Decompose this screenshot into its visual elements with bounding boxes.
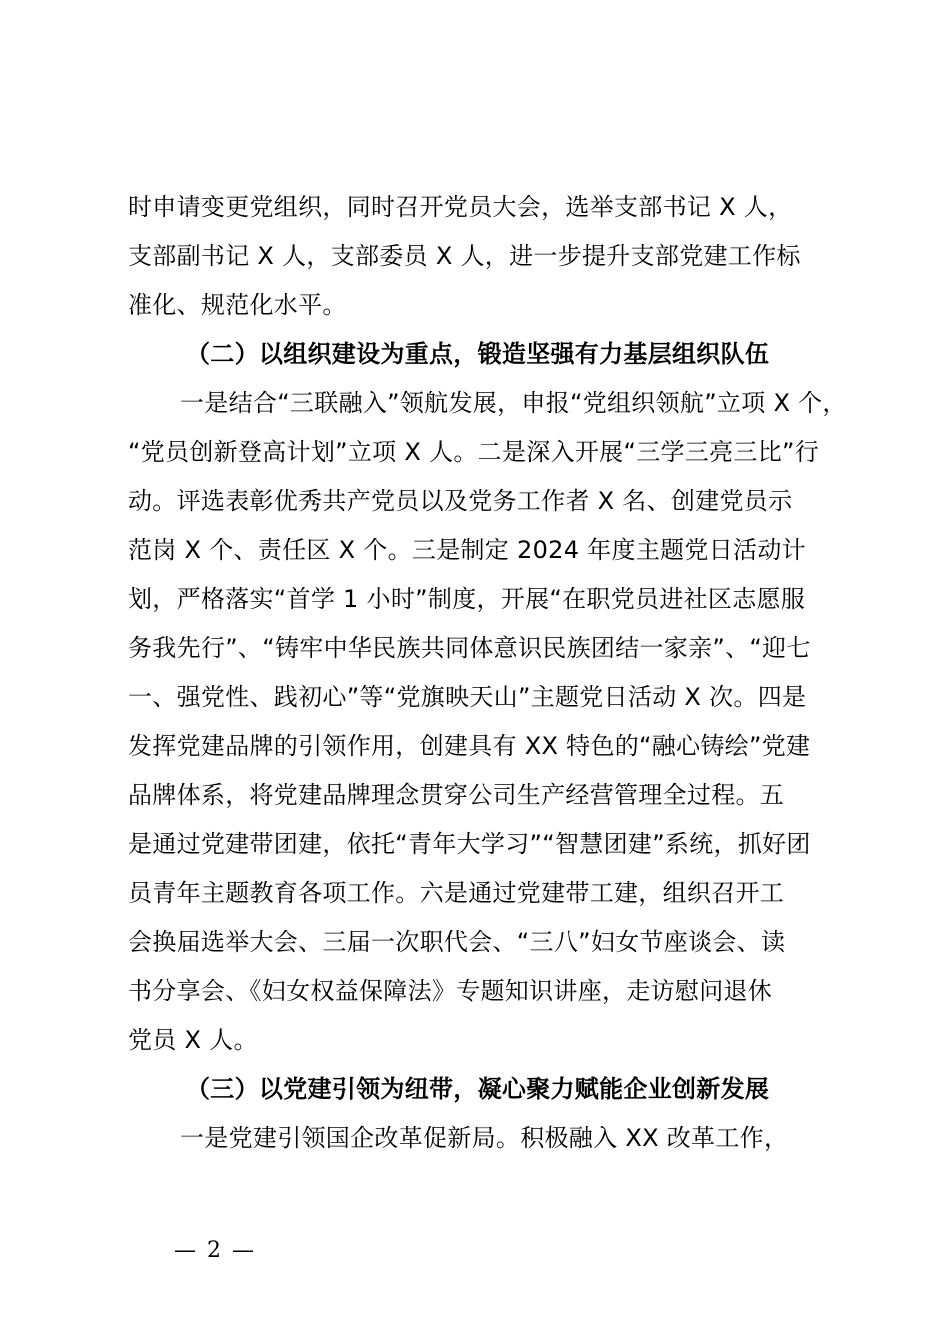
- body-line: 划，严格落实“首学 1 小时”制度，开展“在职党员进社区志愿服: [128, 585, 806, 613]
- body-line: 支部副书记 X 人，支部委员 X 人，进一步提升支部党建工作标: [128, 242, 801, 270]
- body-line: 书分享会、《妇女权益保障法》专题知识讲座，走访慰问退休: [128, 977, 773, 1005]
- body-line: 发挥党建品牌的引领作用，创建具有 XX 特色的“融心铸绘”党建: [128, 732, 811, 760]
- body-line: 动。评选表彰优秀共产党员以及党务工作者 X 名、创建党员示: [128, 487, 793, 515]
- body-line: 时申请变更党组织，同时召开党员大会，选举支部书记 X 人，: [128, 193, 793, 221]
- body-line: 会换届选举大会、三届一次职代会、“三八”妇女节座谈会、读: [128, 928, 786, 956]
- body-line: 一、强党性、践初心”等“党旗映天山”主题党日活动 X 次。四是: [128, 683, 807, 711]
- body-line: 务我先行”、“铸牢中华民族共同体意识民族团结一家亲”、“迎七: [128, 634, 811, 662]
- body-line: 品牌体系，将党建品牌理念贯穿公司生产经营管理全过程。五: [128, 781, 785, 809]
- body-line: 党员 X 人。: [128, 1026, 258, 1054]
- body-line: 员青年主题教育各项工作。六是通过党建带工建，组织召开工: [128, 879, 785, 907]
- paragraph-start-line: 一是结合“三联融入”领航发展，申报“党组织领航”立项 X 个，: [180, 389, 847, 417]
- body-line: 范岗 X 个、责任区 X 个。三是制定 2024 年度主题党日活动计: [128, 536, 806, 564]
- body-line: “党员创新登高计划”立项 X 人。二是深入开展“三学三亮三比”行: [128, 438, 820, 466]
- section-heading-2: （二）以组织建设为重点，锻造坚强有力基层组织队伍: [186, 340, 770, 368]
- section-heading-3: （三）以党建引领为纽带，凝心聚力赋能企业创新发展: [186, 1075, 770, 1103]
- body-line: 是通过党建带团建，依托“青年大学习”“智慧团建”系统，抓好团: [128, 830, 811, 858]
- body-line: 准化、规范化水平。: [128, 291, 347, 319]
- document-body: [128, 183, 847, 1163]
- paragraph-start-line: 一是党建引领国企改革促新局。积极融入 XX 改革工作，: [180, 1124, 789, 1152]
- page-number: — 2 —: [174, 1238, 256, 1263]
